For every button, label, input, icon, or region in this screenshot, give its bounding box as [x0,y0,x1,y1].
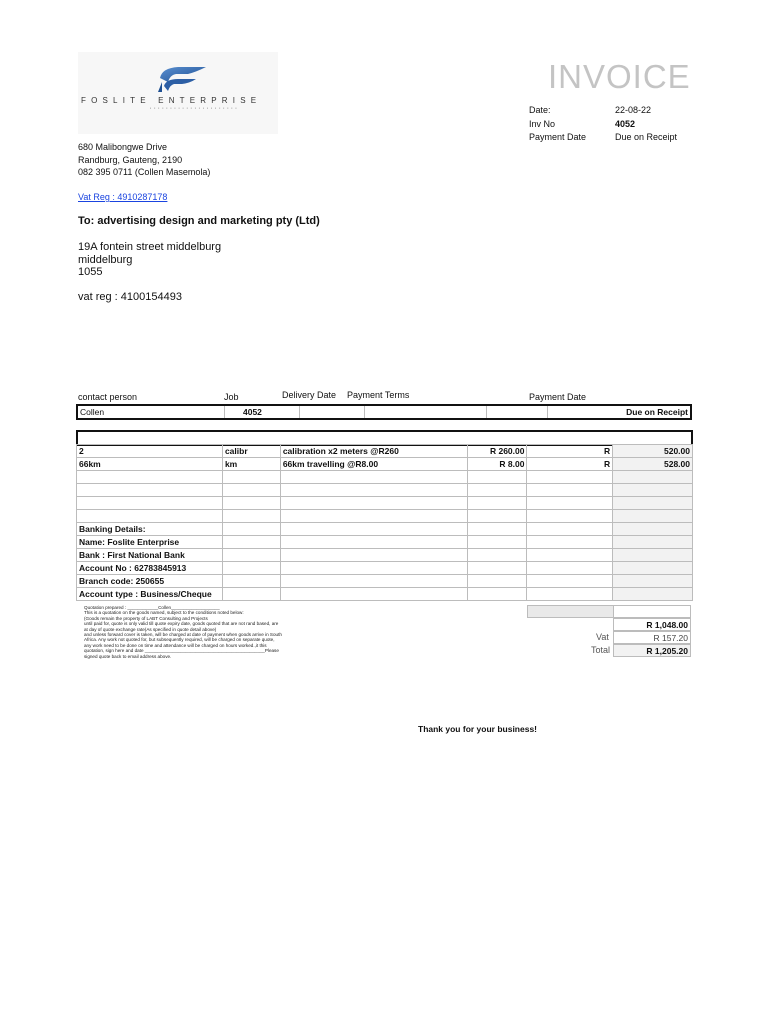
vat-value: R 157.20 [613,631,691,644]
empty-cell [222,471,280,484]
empty-cell [613,588,693,601]
table-row [77,523,693,536]
recipient-address-line: 1055 [78,266,103,278]
table-row [77,405,691,419]
address-line: Randburg, Gauteng, 2190 [78,154,183,165]
table-row [77,536,693,549]
item-currency: R [527,458,613,471]
empty-cell [613,536,693,549]
inv-no-value: 4052 [615,118,636,129]
empty-cell [280,588,467,601]
empty-cell [613,471,693,484]
empty-cell [77,510,223,523]
empty-cell [527,575,613,588]
terms-line: (Goods remain the property of LABT Consulting and Projects [84,615,208,621]
total-value: R 1,205.20 [613,644,691,657]
item-unit: calibr [222,445,280,458]
total-label: Total [591,645,611,655]
recipient-address-line: 19A fontein street middelburg [78,241,222,253]
subtotal-value: R 1,048.00 [613,618,691,631]
empty-cell [222,536,280,549]
empty-cell [527,536,613,549]
empty-cell [222,484,280,497]
banking-line: Branch code: 250655 [77,575,223,588]
empty-cell [467,510,527,523]
empty-cell [527,549,613,562]
empty-cell [467,523,527,536]
recipient-address-line: middelburg [78,253,133,266]
empty-cell [613,497,693,510]
company-address [78,141,210,179]
item-currency: R [527,445,613,458]
empty-cell [527,484,613,497]
invoice-meta-labels [529,104,586,145]
blank-cell [487,405,548,419]
table-row [77,484,693,497]
items-table [76,444,693,601]
item-unit-price: R 260.00 [467,445,527,458]
header-payment-terms: Payment Terms [347,390,410,400]
empty-cell [613,562,693,575]
banking-line: Bank : First National Bank [77,549,223,562]
header-delivery-date: Delivery Date [282,390,337,400]
company-name: FOSLITE ENTERPRISE [81,96,262,105]
logo-mark-icon [78,52,278,134]
date-value: 22-08-22 [615,105,652,115]
empty-cell [527,497,613,510]
empty-cell [280,471,467,484]
vat-label: Vat [596,632,609,642]
header-contact-person: contact person [78,392,138,402]
table-row [77,510,693,523]
empty-cell [222,575,280,588]
job-info-table [76,404,692,420]
empty-cell [467,536,527,549]
address-line: 082 395 0711 (Collen Masemola) [78,167,211,177]
empty-cell [280,575,467,588]
empty-cell [527,588,613,601]
empty-cell [467,497,527,510]
empty-cell [467,575,527,588]
banking-line: Account type : Business/Cheque [77,588,223,601]
empty-cell [467,484,527,497]
payment-terms-cell [365,405,487,419]
table-row [77,575,693,588]
inv-no-label: Inv No [529,118,556,129]
empty-cell [613,575,693,588]
company-vat-link[interactable]: Vat Reg : 4910287178 [78,192,168,202]
terms-line: Africa. Any work not quoted for, but subsequently required, will be charged on separate quote, [84,637,275,643]
empty-cell [467,549,527,562]
banking-line: Name: Foslite Enterprise [77,536,223,549]
table-row [77,471,693,484]
terms-line: This is a quotation on the goods named, subject to the conditions noted below: [84,610,244,616]
empty-cell [222,562,280,575]
terms-line: at day of quote exchange rate(As specified in quote detail above) [84,626,217,632]
item-qty: 66km [77,458,223,471]
empty-cell [467,562,527,575]
item-description: calibration x2 meters @R260 [280,445,467,458]
empty-cell [77,471,223,484]
company-logo [78,52,278,134]
empty-cell [222,510,280,523]
empty-cell [280,497,467,510]
empty-cell [527,562,613,575]
table-row [77,549,693,562]
table-row [77,562,693,575]
recipient-address [78,241,221,279]
banking-line: Banking Details: [77,523,223,536]
header-job: Job [224,392,239,402]
empty-cell [613,484,693,497]
empty-cell [222,549,280,562]
empty-cell [613,510,693,523]
recipient-vat: vat reg : 4100154493 [78,291,182,303]
address-line: 680 Malibongwe Drive [78,142,168,152]
empty-cell [280,562,467,575]
table-row [77,588,693,601]
payment-date-value: Due on Receipt [615,132,678,142]
table-row [77,458,693,471]
empty-cell [222,523,280,536]
recipient-heading: To: advertising design and marketing pty (Ltd) [78,215,320,227]
terms-line: until paid for, quote is only valid till quote expiry date, goods quoted that are not rand based, are [84,621,279,627]
empty-cell [77,497,223,510]
empty-cell [613,549,693,562]
date-label: Date: [529,105,551,115]
contact-person-cell: Collen [77,405,225,419]
terms-line: any work need to be done on time and attendance will be charged on hours worked.,it this [84,642,267,648]
totals-spacer [613,605,691,618]
empty-cell [222,588,280,601]
job-cell: 4052 [225,405,300,419]
terms-fine-print [84,605,344,659]
empty-cell [527,471,613,484]
empty-cell [280,523,467,536]
terms-line: and unless forward cover is taken, will be charged at date of payment when goods arrive in South [84,632,282,638]
terms-line: signed quote back to email address above. [84,653,172,659]
empty-cell [527,523,613,536]
empty-cell [467,471,527,484]
payment-date-label: Payment Date [529,132,587,142]
thank-you-note: Thank you for your business! [418,724,538,734]
item-unit: km [222,458,280,471]
item-qty: 2 [77,445,223,458]
empty-cell [280,549,467,562]
empty-cell [222,497,280,510]
empty-cell [613,523,693,536]
empty-cell [280,536,467,549]
item-description: 66km travelling @R8.00 [280,458,467,471]
empty-cell [280,510,467,523]
totals-spacer [527,605,614,618]
terms-line: Quotation prepared : ____________Collen___________________ [84,605,220,610]
payment-date-cell: Due on Receipt [548,405,692,419]
item-amount: 520.00 [613,445,693,458]
empty-cell [280,484,467,497]
invoice-title: INVOICE [548,58,691,95]
header-payment-date: Payment Date [529,392,587,402]
empty-cell [527,510,613,523]
banking-line: Account No : 62783845913 [77,562,223,575]
empty-cell [467,588,527,601]
table-row [77,445,693,458]
table-row [77,497,693,510]
delivery-date-cell [300,405,365,419]
invoice-meta-values [615,104,677,145]
terms-line: quotation, sign here and date _______________________________________________Please [84,648,279,654]
empty-cell [77,484,223,497]
item-amount: 528.00 [613,458,693,471]
company-tagline-graphic: ▪▪▪▪▪▪▪▪▪▪▪▪▪▪▪▪▪▪▪▪▪▪ [150,106,240,110]
item-unit-price: R 8.00 [467,458,527,471]
